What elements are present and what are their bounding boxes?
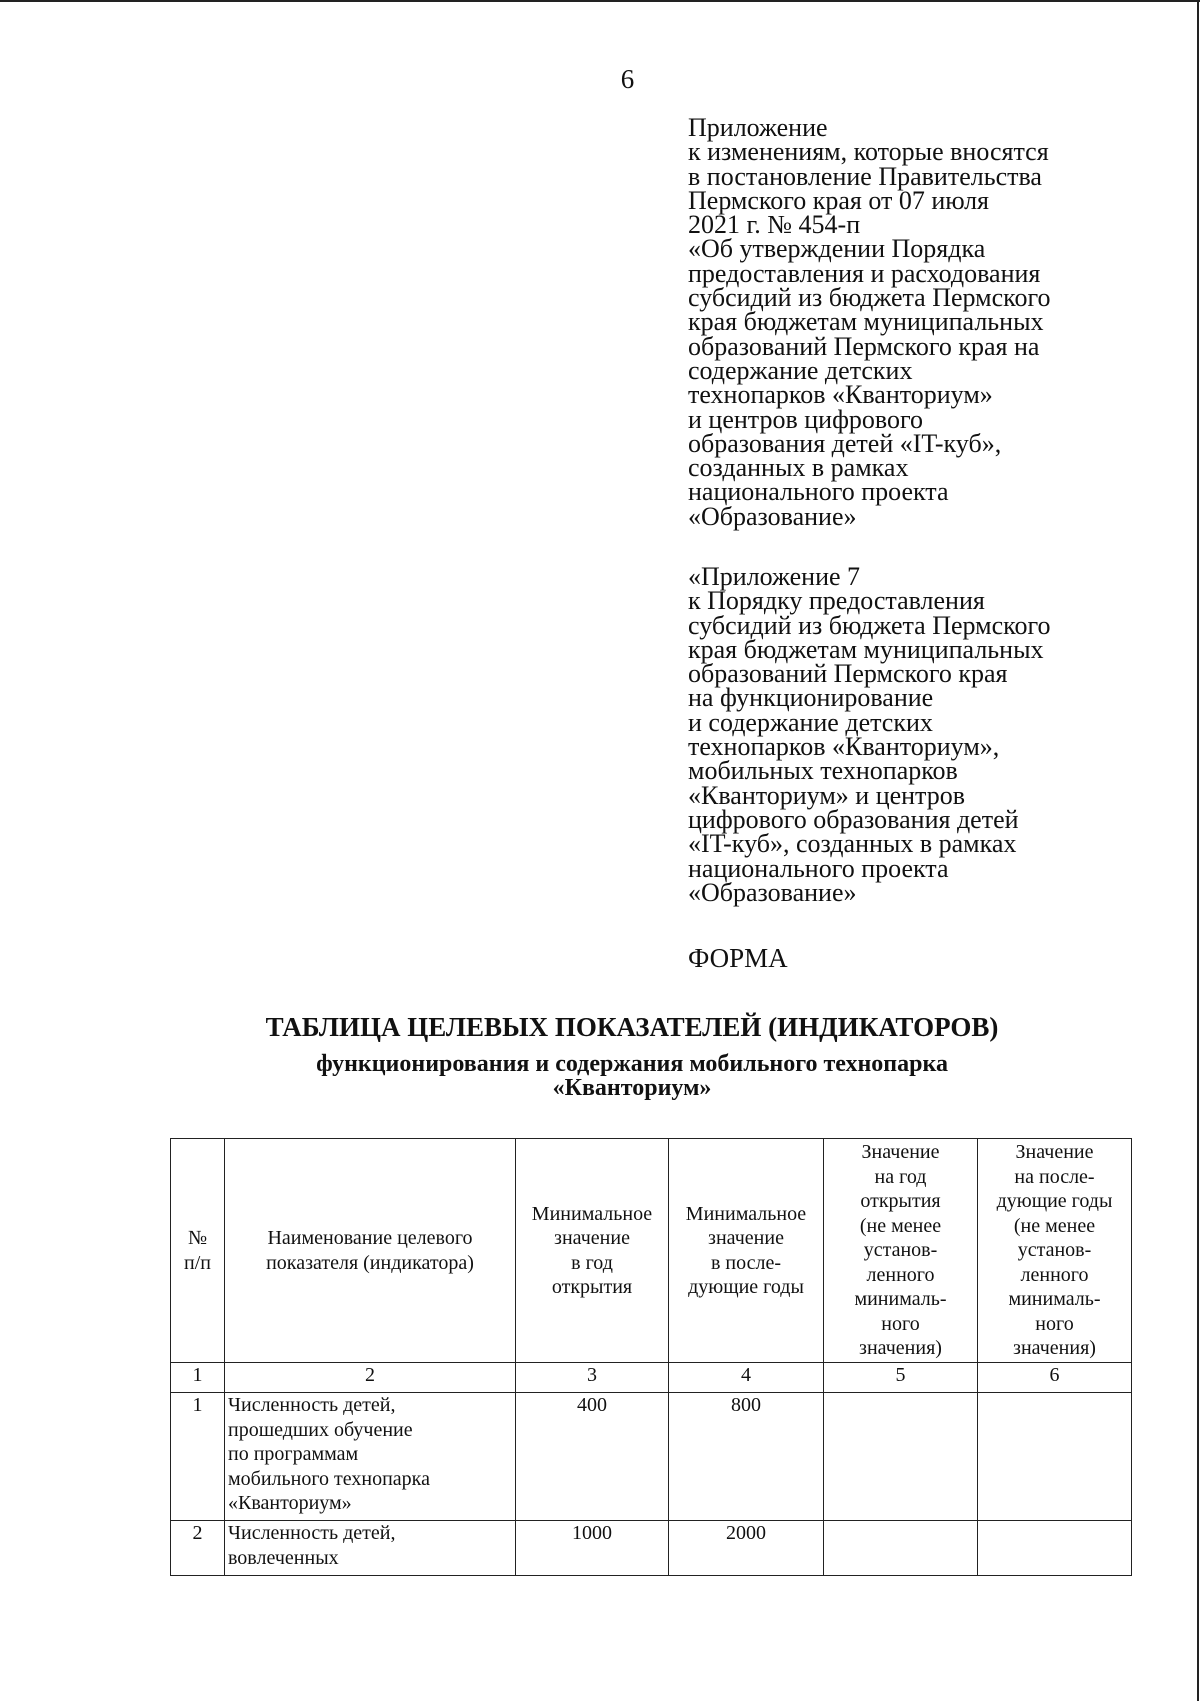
value-open-year xyxy=(824,1393,978,1521)
appendix-header-line: «Об утверждении Порядка xyxy=(688,234,986,264)
table-subtitle-line: «Кванториум» xyxy=(552,1075,712,1101)
appendix-header-line: созданных в рамках xyxy=(688,453,909,483)
appendix7-header-line: на функционирование xyxy=(688,683,934,713)
column-number: 5 xyxy=(824,1363,978,1393)
appendix7-header-line: и содержание детских xyxy=(688,707,933,737)
appendix-header-line: края бюджетам муниципальных xyxy=(688,307,1044,337)
min-open-value: 1000 xyxy=(516,1521,669,1576)
row-number: 2 xyxy=(171,1521,225,1576)
table-header-row xyxy=(171,1139,1132,1363)
indicators-table xyxy=(170,1138,1132,1576)
appendix-header xyxy=(688,113,1051,531)
appendix-header-line: к изменениям, которые вносятся xyxy=(688,137,1049,167)
appendix7-header-line: мобильных технопарков xyxy=(688,756,958,786)
appendix-header-line: в постановление Правительства xyxy=(688,161,1042,191)
header-indicator-name: Наименование целевого показателя (индикатора) xyxy=(225,1139,516,1363)
appendix7-header-line: «Кванториум» и центров xyxy=(688,780,966,810)
column-number: 6 xyxy=(978,1363,1132,1393)
appendix7-header-line: образований Пермского края xyxy=(688,659,1008,689)
value-open-year xyxy=(824,1521,978,1576)
appendix7-header-line: «Приложение 7 xyxy=(688,562,861,591)
indicator-name: Численность детей, прошедших обучение по программам мобильного технопарка «Кванториум» xyxy=(225,1393,516,1521)
column-number: 3 xyxy=(516,1363,669,1393)
table-title: ТАБЛИЦА ЦЕЛЕВЫХ ПОКАЗАТЕЛЕЙ (ИНДИКАТОРОВ) xyxy=(265,1012,999,1042)
value-next-years xyxy=(978,1393,1132,1521)
appendix7-header-line: «Образование» xyxy=(688,877,857,907)
column-number: 2 xyxy=(225,1363,516,1393)
appendix-header-line: субсидий из бюджета Пермского xyxy=(688,283,1051,313)
appendix-header-line: «Образование» xyxy=(688,501,857,531)
header-number: № п/п xyxy=(171,1139,225,1363)
table-row xyxy=(171,1393,1132,1521)
min-next-value: 2000 xyxy=(669,1521,824,1576)
appendix7-header-line: к Порядку предоставления xyxy=(688,586,985,616)
min-next-value: 800 xyxy=(669,1393,824,1521)
appendix-header-line: образований Пермского края на xyxy=(688,331,1040,361)
appendix7-header-line: национального проекта xyxy=(688,853,949,883)
scan-top-border xyxy=(0,0,1200,2)
header-min-open-year: Минимальное значение в год открытия xyxy=(516,1139,669,1363)
header-value-next-years: Значение на после- дующие годы (не менее установ- ленного минималь- ного значения) xyxy=(978,1139,1132,1363)
value-next-years xyxy=(978,1521,1132,1576)
header-min-next-years: Минимальное значение в после- дующие годы xyxy=(669,1139,824,1363)
table-row xyxy=(171,1521,1132,1576)
appendix7-header-line: субсидий из бюджета Пермского xyxy=(688,610,1051,640)
page-number: 6 xyxy=(620,64,635,94)
scan-right-border xyxy=(1197,0,1199,1701)
appendix-header-line: технопарков «Кванториум» xyxy=(688,380,993,410)
appendix7-header xyxy=(688,562,1051,907)
appendix7-header-line: края бюджетам муниципальных xyxy=(688,634,1044,664)
form-label: ФОРМА xyxy=(688,943,788,973)
table-subtitle xyxy=(0,1052,1200,1100)
appendix-header-line: национального проекта xyxy=(688,477,949,507)
appendix7-header-line: цифрового образования детей xyxy=(688,804,1019,834)
row-number: 1 xyxy=(171,1393,225,1521)
appendix-header-line: 2021 г. № 454-п xyxy=(688,210,861,240)
header-value-open-year: Значение на год открытия (не менее установ- ленного минималь- ного значения) xyxy=(824,1139,978,1363)
appendix-header-line: Пермского края от 07 июля xyxy=(688,185,990,215)
appendix-header-line: и центров цифрового xyxy=(688,404,924,434)
appendix7-header-line: «IT-куб», созданных в рамках xyxy=(688,829,1017,859)
table-subtitle-line: функционирования и содержания мобильного технопарка xyxy=(316,1051,948,1077)
appendix7-header-line: технопарков «Кванториум», xyxy=(688,732,1000,762)
appendix-header-line: содержание детских xyxy=(688,355,913,385)
column-number: 1 xyxy=(171,1363,225,1393)
table-column-numbers-row xyxy=(171,1363,1132,1393)
appendix-header-line: образования детей «IT-куб», xyxy=(688,428,1002,458)
appendix-header-line: предоставления и расходования xyxy=(688,258,1041,288)
indicator-name: Численность детей, вовлеченных xyxy=(225,1521,516,1576)
min-open-value: 400 xyxy=(516,1393,669,1521)
column-number: 4 xyxy=(669,1363,824,1393)
appendix-header-line: Приложение xyxy=(688,113,828,142)
